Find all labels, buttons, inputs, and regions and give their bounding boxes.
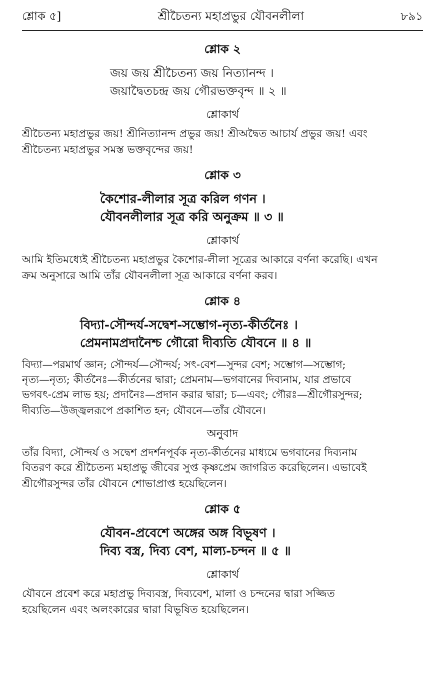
page-number: ৮৯১ bbox=[400, 9, 423, 23]
verse-5-label: শ্লোকার্থ bbox=[206, 568, 239, 582]
verse-4-synonyms-line-1: বিদ্যা—পরমার্থ জ্ঞান; সৌন্দর্য—সৌন্দর্য; সৎ-বেশ—সুন্দর বেশ; সম্ভোগ—সম্ভোগ; bbox=[22, 359, 346, 371]
verse-4-synonyms-line-4: দীব্যতি—উজ্জ্বলরূপে প্রকাশিত হন; যৌবনে—তাঁর যৌবনে। bbox=[22, 404, 266, 417]
verse-2-meaning-line-2: শ্রীচৈতন্য মহাপ্রভুর সমস্ত ভক্তবৃন্দের জয়! bbox=[22, 143, 194, 156]
verse-2-line-2: জয়াদ্বৈতচন্দ্র জয় গৌরভক্তবৃন্দ ॥ ২ ॥ bbox=[110, 84, 287, 98]
header-chapter-title: শ্রীচৈতন্য মহাপ্রভুর যৌবনলীলা bbox=[157, 9, 304, 23]
verse-4-label: অনুবাদ bbox=[206, 426, 239, 440]
verse-3-heading: শ্লোক ৩ bbox=[204, 168, 241, 182]
verse-4-synonyms-line-3: ভগবৎ-প্রেম লাভ হয়; প্রদানৈঃ—প্রদান করার দ্বারা; চ—এবং; গৌরঃ—শ্রীগৌরসুন্দর; bbox=[22, 389, 363, 402]
verse-4-heading: শ্লোক ৪ bbox=[204, 294, 241, 308]
page-header bbox=[22, 8, 423, 28]
verse-5-line-1: যৌবন-প্রবেশে অঙ্গের অঙ্গ বিভূষণ । bbox=[100, 525, 276, 541]
verse-5-line-2: দিব্য বস্ত্র, দিব্য বেশ, মাল্য-চন্দন ॥ ৫ ॥ bbox=[100, 543, 291, 559]
header-verse-ref: শ্লোক ৫] bbox=[22, 9, 62, 23]
verse-5-meaning-line-1: যৌবনে প্রবেশ করে মহাপ্রভু দিব্যবস্ত্র, দিব্যবেশ, মালা ও চন্দনের দ্বারা সজ্জিত bbox=[22, 588, 335, 601]
verse-4-translation-line-1: তাঁর বিদ্যা, সৌন্দর্য ও সদ্বেশ প্রদর্শনপূর্বক নৃত্য-কীর্তনের মাধ্যমে ভগবানের দিব্যনাম bbox=[22, 446, 358, 459]
verse-2-meaning-line-1: শ্রীচৈতন্য মহাপ্রভুর জয়! শ্রীনিত্যানন্দ প্রভুর জয়! শ্রীঅদ্বৈত আচার্য প্রভুর জয়! এবং bbox=[22, 128, 368, 140]
verse-3-line-2: যৌবনলীলার সূত্র করি অনুক্রম ॥ ৩ ॥ bbox=[100, 209, 284, 224]
verse-3-line-1: কৈশোর-লীলার সূত্র করিল গণন । bbox=[100, 191, 266, 206]
verse-3-label: শ্লোকার্থ bbox=[206, 234, 239, 247]
verse-2-heading: শ্লোক ২ bbox=[204, 42, 241, 56]
verse-3-meaning-line-1: আমি ইতিমধ্যেই শ্রীচৈতন্য মহাপ্রভুর কৈশোর-লীলা সূত্রের আকারে বর্ণনা করেছি। এখন bbox=[22, 254, 378, 266]
verse-2-line-1: জয় জয় শ্রীচৈতন্য জয় নিত্যানন্দ । bbox=[110, 66, 274, 80]
verse-5-heading: শ্লোক ৫ bbox=[204, 502, 241, 517]
header-rule bbox=[22, 30, 423, 31]
verse-2-label: শ্লোকার্থ bbox=[206, 108, 239, 121]
verse-4-line-2: প্রেমনামপ্রদানৈশ্চ গৌরো দীব্যতি যৌবনে ॥ ৪ ॥ bbox=[80, 335, 312, 350]
verse-4-line-1: বিদ্যা-সৌন্দর্য-সদ্বেশ-সম্ভোগ-নৃত্য-কীর্তনৈঃ । bbox=[80, 317, 298, 332]
verse-5-meaning-line-2: হয়েছিলেন এবং অলংকারের দ্বারা বিভূষিত হয়েছিলেন। bbox=[22, 603, 250, 616]
verse-4-synonyms-line-2: নৃত্য—নৃত্য; কীর্তনৈঃ—কীর্তনের দ্বারা; প্রেমনাম—ভগবানের দিব্যনাম, যার প্রভাবে bbox=[22, 374, 352, 387]
verse-3-meaning-line-2: ক্রম অনুসারে আমি তাঁর যৌবনলীলা সূত্র আকারে বর্ণনা করব। bbox=[22, 269, 278, 282]
verse-4-translation-line-2: বিতরণ করে শ্রীচৈতন্য মহাপ্রভু জীবের সুপ্ত কৃষ্ণপ্রেম জাগরিত করেছিলেন। এভাবেই bbox=[22, 462, 367, 475]
verse-4-translation-line-3: শ্রীগৌরসুন্দর তাঁর যৌবনে শোভাপ্রাপ্ত হয়েছিলেন। bbox=[22, 477, 227, 490]
